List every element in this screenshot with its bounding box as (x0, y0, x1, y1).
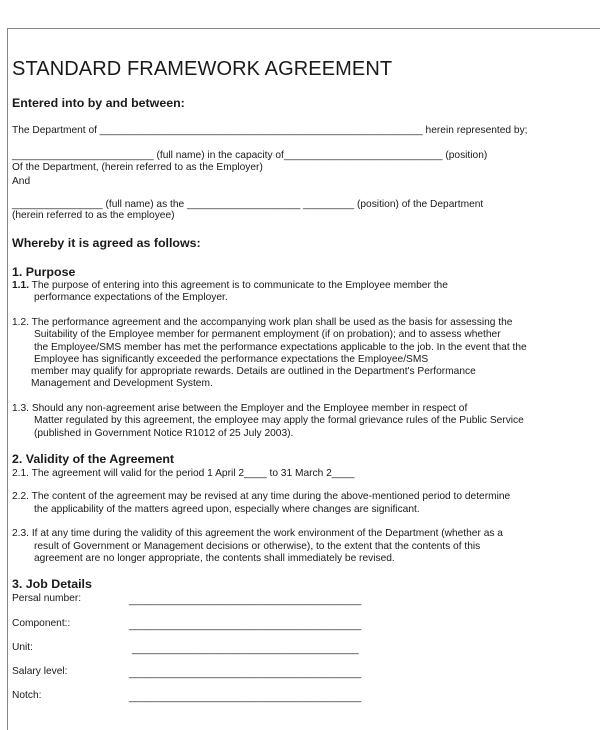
clause-1-2-line-1: 1.2. The performance agreement and the accompanying work plan shall be used as the basis for assessing the (12, 317, 513, 328)
clause-2-2-line-2: the applicability of the matters agreed upon, especially where changes are significant. (34, 504, 420, 515)
unit-field[interactable]: ________________________________________ (132, 644, 359, 655)
notch-label: Notch: (12, 690, 42, 701)
employer-name-line: _________________________ (full name) in the capacity of____________________________ (position) (12, 150, 488, 161)
clause-1-3-line-2: Matter regulated by this agreement, the employee may apply the formal grievance rules of the Public Service (34, 415, 524, 426)
section-1-heading: 1. Purpose (12, 265, 76, 279)
clause-2-1: 2.1. The agreement will valid for the period 1 April 2____ to 31 March 2____ (12, 468, 355, 479)
section-2-heading: 2. Validity of the Agreement (12, 452, 175, 466)
component-label: Component:: (12, 618, 71, 629)
salary-level-field[interactable]: _________________________________________ (129, 668, 362, 679)
document-title: STANDARD FRAMEWORK AGREEMENT (12, 58, 393, 80)
clause-1-1 (12, 280, 448, 292)
clause-1-3-line-1: 1.3. Should any non-agreement arise between the Employer and the Employee member in respect of (12, 403, 468, 414)
clause-1-2-line-5: member may qualify for appropriate rewards. Details are outlined in the Department's Performance (31, 366, 476, 377)
persal-number-label: Persal number: (12, 593, 82, 604)
persal-number-field[interactable]: _________________________________________ (129, 595, 362, 606)
clause-1-1-line-2: performance expectations of the Employer. (34, 292, 228, 303)
notch-field[interactable]: _________________________________________ (129, 692, 362, 703)
salary-level-label: Salary level: (12, 666, 68, 677)
section-3-heading: 3. Job Details (12, 577, 92, 591)
and-text: And (12, 176, 31, 187)
clause-2-3-line-3: agreement are no longer appropriate, the contents shall immediately be revised. (34, 553, 395, 564)
whereby-heading: Whereby it is agreed as follows: (12, 236, 201, 250)
department-line: The Department of _________________________________________________________ herein represented by; (12, 125, 528, 136)
entered-heading: Entered into by and between: (12, 96, 185, 110)
clause-2-3-line-1: 2.3. If at any time during the validity of this agreement the work environment of the Department (whether as a (12, 528, 503, 539)
clause-1-2-line-3: the Employee/SMS member has met the performance expectations applicable to the job. In the event that the (34, 342, 527, 353)
clause-1-1-number: 1.1. (12, 280, 29, 291)
clause-2-2-line-1: 2.2. The content of the agreement may be revised at any time during the above-mentioned period to determine (12, 491, 511, 502)
unit-label: Unit: (12, 642, 33, 653)
clause-1-2-line-4: Employee has significantly exceeded the performance expectations the Employee/SMS (34, 354, 429, 365)
clause-1-1-text: The purpose of entering into this agreement is to communicate to the Employee member the (29, 280, 448, 291)
clause-1-2-line-2: Suitability of the Employee member for permanent employment (if on probation); and to assess whether (34, 329, 501, 340)
clause-1-3-line-3: (published in Government Notice R1012 of 25 July 2003). (34, 428, 294, 439)
employee-reference: (herein referred to as the employee) (12, 210, 175, 221)
clause-1-2-line-6: Management and Development System. (31, 378, 213, 389)
component-field[interactable]: _________________________________________ (129, 620, 362, 631)
employer-reference: Of the Department, (herein referred to as the Employer) (12, 162, 263, 173)
clause-2-3-line-2: result of Government or Management decisions or otherwise), to the extent that the contents of this (34, 541, 481, 552)
employee-name-line: ________________ (full name) as the ____________________ _________ (position) of the Department (12, 199, 484, 210)
